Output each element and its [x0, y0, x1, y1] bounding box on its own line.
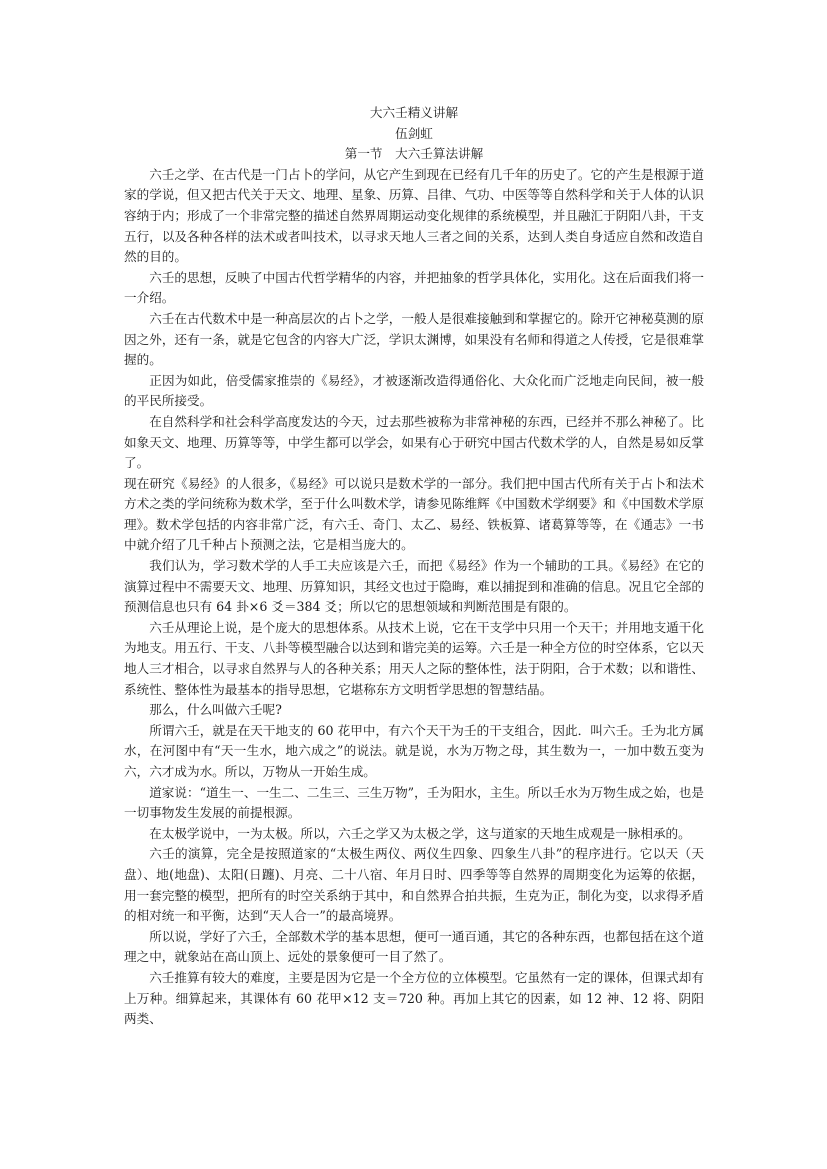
paragraph: 六壬的演算，完全是按照道家的“太极生两仪、两仪生四象、四象生八卦”的程序进行。它以天（天盘）、地(地盘)、太阳(日躔)、月亮、二十八宿、年月日时、四季等等自然界的周期变化为运筹的依据，用一套完整的模型，把所有的时空关系纳于其中，和自然界合拍共振，生克为正，制化为变，以求得矛盾的相对统一和平衡，达到“天人合一”的最高境界。: [124, 846, 704, 924]
paragraph: 我们认为，学习数术学的人手工夫应该是六壬，而把《易经》作为一个辅助的工具。《易经》在它的演算过程中不需要天文、地理、历算知识，其经文也过于隐晦，难以捕捉到和准确的信息。况且它全部的预测信息也只有 64 卦×6 爻＝384 爻；所以它的思想领域和判断范围是有限的。: [124, 558, 704, 615]
paragraph: 六壬从理论上说，是个庞大的思想体系。从技术上说，它在干支学中只用一个天干；并用地支遁干化为地支。用五行、干支、八卦等模型融合以达到和谐完美的运筹。六壬是一种全方位的时空体系，它以天地人三才相合，以寻求自然界与人的各种关系；用天人之际的整体性，法于阴阳，合于术数；以和谐性、系统性、整体性为最基本的指导思想，它堪称东方文明哲学思想的智慧结晶。: [124, 619, 704, 697]
paragraph: 所以说，学好了六壬，全部数术学的基本思想，便可一通百通，其它的各种东西，也都包括在这个道理之中，就象站在高山顶上、远处的景象便可一目了然了。: [124, 928, 704, 965]
paragraph: 在太极学说中，一为太极。所以，六壬之学又为太极之学，这与道家的天地生成观是一脉相承的。: [149, 825, 691, 841]
document-author: 伍剑虹: [395, 125, 433, 141]
paragraph: 六壬推算有较大的难度，主要是因为它是一个全方位的立体模型。它虽然有一定的课体，但课式却有上万种。细算起来，其课体有 60 花甲×12 支＝720 种。再加上其它的因素，如 12 神、12 将、阴阳两类、: [124, 969, 704, 1027]
paragraph: 道家说：“道生一、一生二、二生三、三生万物”，壬为阳水，主生。所以壬水为万物生成之始，也是一切事物发生发展的前提根源。: [124, 784, 704, 821]
paragraph: 在自然科学和社会科学高度发达的今天，过去那些被称为非常神秘的东西，已经并不那么神秘了。比如象天文、地理、历算等等，中学生都可以学会，如果有心于研究中国古代数术学的人，自然是易如反掌了。: [124, 413, 704, 471]
paragraph: 六壬在古代数术中是一种高层次的占卜之学，一般人是很难接触到和掌握它的。除开它神秘莫测的原因之外，还有一条，就是它包含的内容大广泛，学识太渊博，如果没有名师和得道之人传授，它是很难掌握的。: [124, 310, 704, 368]
paragraph: 所谓六壬，就是在天干地支的 60 花甲中，有六个天干为壬的干支组合，因此．叫六壬。壬为北方属水，在河图中有“天一生水，地六成之”的说法。就是说，水为万物之母，其生数为一，一加中数五变为六，六才成为水。所以，万物从一开始生成。: [124, 722, 704, 779]
paragraph: 正因为如此，倍受儒家推崇的《易经》，才被逐渐改造得通俗化、大众化而广泛地走向民间，被一般的平民所接受。: [124, 372, 704, 409]
document-title: 大六壬精义讲解: [369, 105, 459, 120]
paragraph: 现在研究《易经》的人很多，《易经》可以说只是数术学的一部分。我们把中国古代所有关于占卜和法术方术之类的学问统称为数术学，至于什么叫数术学，请参见陈维辉《中国数术学纲要》和《中国数术学原理》。数术学包括的内容非常广泛，有六壬、奇门、太乙、易经、铁板算、诸葛算等等，在《通志》一书中就介绍了几千种占卜预测之法，它是相当庞大的。: [124, 475, 704, 553]
document-body: [124, 103, 704, 1030]
paragraph: 六壬之学、在古代是一门占卜的学问，从它产生到现在已经有几千年的历史了。它的产生是根源于道家的学说，但又把古代关于天文、地理、星象、历算、吕律、气功、中医等等自然科学和关于人体的认识容纳于内；形成了一个非常完整的描述自然界周期运动变化规律的系统模型，并且融汇于阴阳八卦，干支五行，以及各种各样的法术或者叫技术，以寻求天地人三者之间的关系，达到人类自身适应自然和改造自然的目的。: [124, 166, 704, 265]
paragraph: 六壬的思想，反映了中国古代哲学精华的内容，并把抽象的哲学具体化，实用化。这在后面我们将一一介绍。: [124, 269, 704, 306]
paragraph: 那么，什么叫做六壬呢?: [149, 702, 282, 718]
section-heading: 第一节 大六壬算法讲解: [344, 146, 484, 162]
